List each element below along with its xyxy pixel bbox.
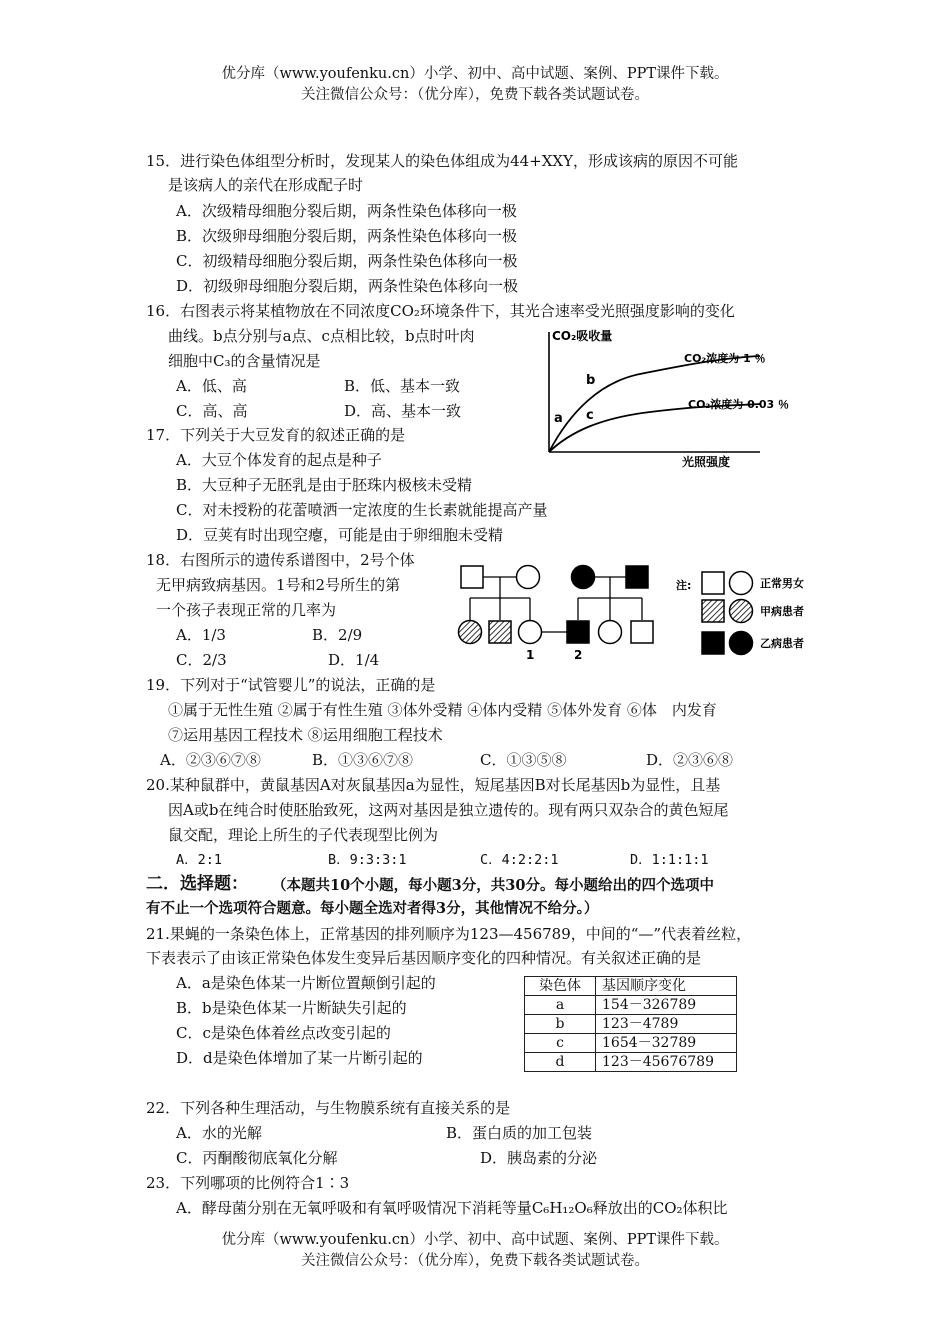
q20-option-c: C．4:2:2:1	[480, 852, 559, 868]
curve-co2-003-percent	[549, 404, 760, 452]
right-grandmother-disease-b	[572, 566, 595, 589]
q17-option-d: D．豆荚有时出现空瘪，可能是由于卵细胞未受精	[176, 526, 504, 544]
header-line-1: 优分库（www.youfenku.cn）小学、初中、高中试题、案例、PPT课件下载。	[221, 66, 729, 82]
pedigree-label-2: 2	[574, 648, 583, 662]
footer-line-2: 关注微信公众号：（优分库），免费下载各类试题试卷。	[301, 1253, 649, 1269]
q18-stem-line-3: 一个孩子表现正常的几率为	[156, 601, 337, 619]
legend-normal-text: 正常男女	[760, 577, 804, 590]
pedigree-chart	[450, 556, 820, 666]
section-2-note-line-1: （本题共10个小题，每小题3分，共30分。每小题给出的四个选项中	[272, 877, 714, 894]
table-header-gene-order: 基因顺序变化	[596, 977, 737, 996]
table-cell: 123－4789	[596, 1015, 737, 1034]
legend-normal-female	[730, 572, 753, 595]
q23-stem: 23．下列哪项的比例符合1∶3	[146, 1174, 350, 1192]
graph-y-label: CO₂吸收量	[552, 329, 613, 343]
q18-option-b: B．2/9	[312, 626, 363, 644]
legend-disease-a-female	[730, 600, 753, 623]
individual-2-male	[567, 621, 589, 643]
q18-option-c: C．2/3	[176, 651, 227, 669]
q17-stem: 17．下列关于大豆发育的叙述正确的是	[146, 426, 406, 444]
right-son-normal	[631, 621, 653, 643]
q15-stem-line-1: 15．进行染色体组型分析时，发现某人的染色体组成为44+XXY，形成该病的原因不可能	[146, 152, 739, 170]
q23-option-a: A．酵母菌分别在无氧呼吸和有氧呼吸情况下消耗等量C₆H₁₂O₆释放出的CO₂体积比	[176, 1199, 728, 1217]
q16-stem-line-1: 16．右图表示将某植物放在不同浓度CO₂环境条件下，其光合速率受光照强度影响的变化	[146, 302, 735, 320]
table-cell: 1654－32789	[596, 1034, 737, 1053]
legend-normal-male	[702, 572, 724, 594]
table-row	[525, 1015, 737, 1034]
q21-option-d: D．d是染色体增加了某一片断引起的	[176, 1049, 423, 1067]
q21-stem-line-2: 下表表示了由该正常染色体发生变异后基因顺序变化的四种情况。有关叙述正确的是	[146, 949, 702, 967]
right-grandfather-disease-b	[626, 566, 648, 588]
q19-stem: 19．下列对于“试管婴儿”的说法，正确的是	[146, 676, 436, 694]
point-c-label: c	[586, 408, 594, 423]
q20-option-b: B．9:3:3:1	[328, 852, 407, 868]
legend-disease-a-text: 甲病患者	[760, 605, 804, 618]
section-2-note-line-2: 有不止一个选项符合题意。每小题全选对者得3分，其他情况不给分。）	[146, 900, 599, 917]
point-b-label: b	[586, 373, 596, 388]
q17-option-a: A．大豆个体发育的起点是种子	[176, 451, 382, 469]
q21-stem-line-1: 21.果蝇的一条染色体上，正常基因的排列顺序为123—456789，中间的“—”代表着丝粒，	[146, 925, 752, 943]
table-cell: b	[525, 1015, 596, 1034]
table-row	[525, 1034, 737, 1053]
q16-option-b: B．低、基本一致	[344, 377, 461, 395]
q19-items-line-2: ⑦运用基因工程技术 ⑧运用细胞工程技术	[168, 726, 443, 744]
table-cell: c	[525, 1034, 596, 1053]
q17-option-c: C．对未授粉的花蕾喷洒一定浓度的生长素就能提高产量	[176, 501, 548, 519]
left-son-disease-a	[489, 621, 511, 643]
q16-option-c: C．高、高	[176, 402, 248, 420]
left-grandfather-normal-male	[461, 566, 483, 588]
q20-stem-line-2: 因A或b在纯合时使胚胎致死，这两对基因是独立遗传的。现有两只双杂合的黄色短尾	[168, 801, 729, 819]
point-a-label: a	[554, 411, 563, 426]
pedigree-label-1: 1	[526, 648, 535, 662]
q18-stem-line-1: 18．右图所示的遗传系谱图中，2号个体	[146, 551, 415, 569]
right-daughter-normal	[599, 621, 622, 644]
q22-stem: 22．下列各种生理活动，与生物膜系统有直接关系的是	[146, 1099, 511, 1117]
gene-order-table	[524, 976, 737, 1072]
q19-option-b: B．①③⑥⑦⑧	[312, 751, 414, 769]
legend-disease-b-male	[702, 632, 724, 654]
q15-option-a: A．次级精母细胞分裂后期，两条性染色体移向一极	[176, 202, 517, 220]
q21-option-a: A．a是染色体某一片断位置颠倒引起的	[176, 974, 436, 992]
q20-stem-line-1: 20.某种鼠群中，黄鼠基因A对灰鼠基因a为显性，短尾基因B对长尾基因b为显性，且基	[146, 776, 721, 794]
curve-2-label: CO₂浓度为 0.03 ％	[688, 398, 790, 411]
q21-option-b: B．b是染色体某一片断缺失引起的	[176, 999, 407, 1017]
q19-option-d: D．②③⑥⑧	[646, 751, 734, 769]
graph-x-label: 光照强度	[682, 455, 731, 469]
legend-disease-b-female	[730, 632, 753, 655]
individual-1-female	[519, 621, 542, 644]
q19-option-c: C．①③⑤⑧	[480, 751, 567, 769]
table-cell: a	[525, 996, 596, 1015]
q20-stem-line-3: 鼠交配，理论上所生的子代表现型比例为	[168, 826, 439, 844]
table-cell: d	[525, 1053, 596, 1072]
q22-option-a: A．水的光解	[176, 1124, 262, 1142]
q15-option-b: B．次级卵母细胞分裂后期，两条性染色体移向一极	[176, 227, 518, 245]
q22-option-b: B．蛋白质的加工包装	[446, 1124, 593, 1142]
co2-absorption-graph	[540, 322, 830, 472]
q22-option-d: D．胰岛素的分泌	[480, 1149, 598, 1167]
q19-items-line-1: ①属于无性生殖 ②属于有性生殖 ③体外受精 ④体内受精 ⑤体外发育 ⑥体 内发育	[168, 701, 717, 719]
q15-stem-line-2: 是该病人的亲代在形成配子时	[168, 176, 364, 194]
q18-stem-line-2: 无甲病致病基因。1号和2号所生的第	[156, 576, 401, 594]
curve-1-label: CO₂浓度为 1 ％	[684, 352, 766, 365]
footer-line-1: 优分库（www.youfenku.cn）小学、初中、高中试题、案例、PPT课件下载。	[221, 1232, 729, 1248]
q22-option-c: C．丙酮酸彻底氧化分解	[176, 1149, 338, 1167]
left-daughter-disease-a	[459, 621, 482, 644]
q20-option-a: A．2:1	[176, 852, 223, 868]
q16-stem-line-3: 细胞中C₃的含量情况是	[168, 352, 321, 370]
q16-stem-line-2: 曲线。b点分别与a点、c点相比较，b点时叶肉	[168, 327, 475, 345]
table-row	[525, 996, 737, 1015]
table-cell: 123－45676789	[596, 1053, 737, 1072]
left-grandmother-normal-female	[517, 566, 540, 589]
header-line-2: 关注微信公众号：（优分库），免费下载各类试题试卷。	[301, 87, 649, 103]
table-header-row	[525, 977, 737, 996]
legend-disease-b-text: 乙病患者	[760, 637, 804, 650]
q17-option-b: B．大豆种子无胚乳是由于胚珠内极核未受精	[176, 476, 473, 494]
q20-option-d: D．1:1:1:1	[630, 852, 709, 868]
q19-option-a: A．②③⑥⑦⑧	[160, 751, 261, 769]
table-cell: 154－326789	[596, 996, 737, 1015]
legend-disease-a-male	[702, 600, 724, 622]
section-2-title: 二．选择题：	[146, 874, 248, 894]
q16-option-a: A．低、高	[176, 377, 247, 395]
q15-option-d: D．初级卵母细胞分裂后期，两条性染色体移向一极	[176, 277, 519, 295]
q18-option-d: D．1/4	[328, 651, 380, 669]
q18-option-a: A．1/3	[176, 626, 226, 644]
legend-title: 注:	[676, 579, 692, 592]
table-header-chromosome: 染色体	[525, 977, 596, 996]
q21-option-c: C．c是染色体着丝点改变引起的	[176, 1024, 391, 1042]
q16-option-d: D．高、基本一致	[344, 402, 462, 420]
q15-option-c: C．初级精母细胞分裂后期，两条性染色体移向一极	[176, 252, 518, 270]
table-row	[525, 1053, 737, 1072]
